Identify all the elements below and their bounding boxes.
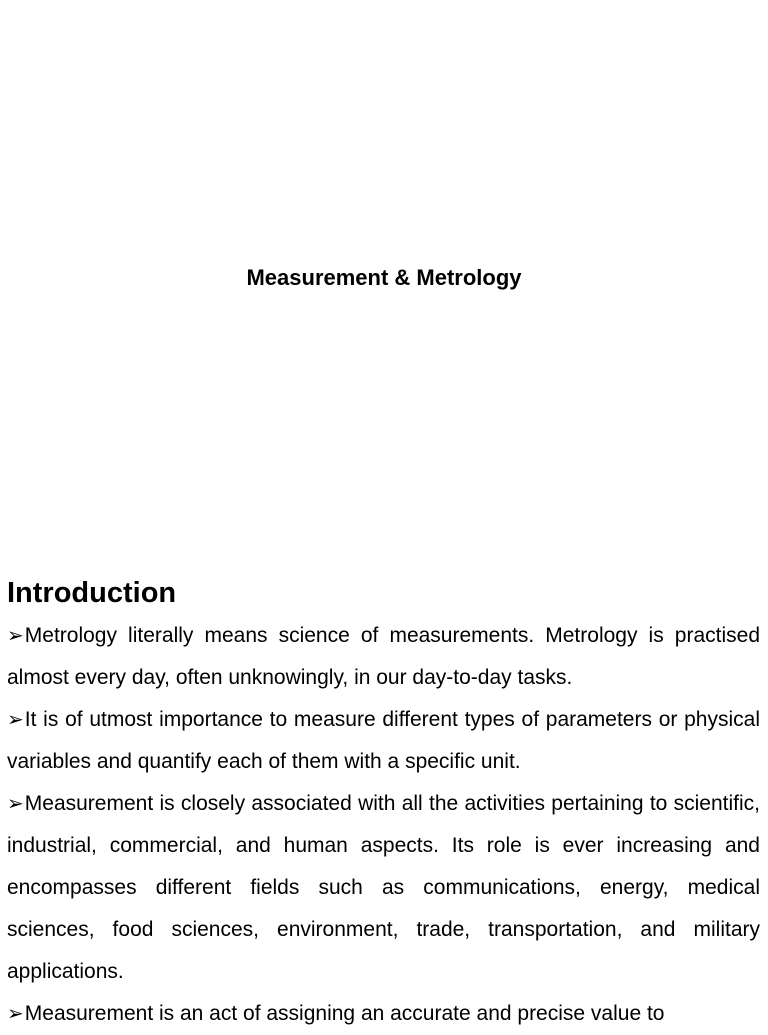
section-heading: Introduction bbox=[7, 577, 177, 609]
introduction-section bbox=[7, 574, 760, 1035]
bullet-item bbox=[7, 699, 760, 783]
bullet-item bbox=[7, 783, 760, 993]
bullet-text: It is of utmost importance to measure different types of parameters or physical variables and quantify each of them with a specific unit. bbox=[7, 708, 760, 773]
bullet-text: Measurement is closely associated with all the activities pertaining to scientific, industrial, commercial, and human aspects. Its role is ever increasing and encompasses different fields such as communications, energy, medical sciences, food sciences, environment, trade, transportation, and military applications. bbox=[7, 792, 760, 983]
arrow-bullet-icon: ➢ bbox=[7, 625, 24, 647]
arrow-bullet-icon: ➢ bbox=[7, 1003, 24, 1025]
bullet-text: Measurement is an act of assigning an accurate and precise value to bbox=[24, 1002, 665, 1025]
arrow-bullet-icon: ➢ bbox=[7, 793, 24, 815]
bullet-text: Metrology literally means science of measurements. Metrology is practised almost every day, often unknowingly, in our day-to-day tasks. bbox=[7, 624, 760, 689]
bullet-item bbox=[7, 993, 760, 1035]
arrow-bullet-icon: ➢ bbox=[7, 709, 24, 731]
bullet-item bbox=[7, 615, 760, 699]
page-title: Measurement & Metrology bbox=[246, 265, 522, 290]
